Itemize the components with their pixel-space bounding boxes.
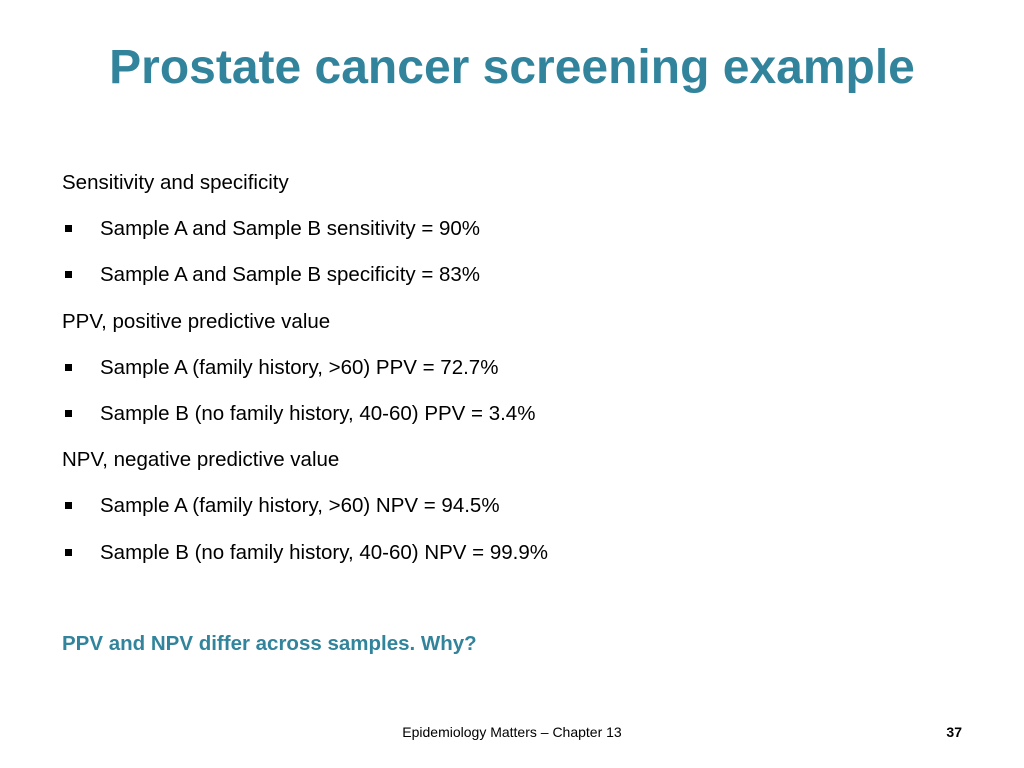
bullet-text: Sample A (family history, >60) NPV = 94.5% bbox=[100, 494, 500, 518]
section-heading-ppv: PPV, positive predictive value bbox=[62, 309, 331, 333]
bullet-text: Sample A and Sample B specificity = 83% bbox=[100, 263, 481, 287]
discussion-question: PPV and NPV differ across samples. Why? bbox=[62, 632, 477, 655]
section-heading-npv: NPV, negative predictive value bbox=[62, 448, 340, 472]
section-heading-sensitivity-specificity: Sensitivity and specificity bbox=[62, 171, 289, 194]
bullet-item bbox=[62, 538, 982, 568]
slide-content bbox=[62, 168, 982, 584]
square-bullet-icon bbox=[65, 502, 72, 509]
bullet-text: Sample A (family history, >60) PPV = 72.7% bbox=[100, 355, 499, 379]
page-number: 37 bbox=[946, 724, 962, 740]
square-bullet-icon bbox=[65, 271, 72, 278]
bullet-item bbox=[62, 491, 982, 521]
bullet-item bbox=[62, 353, 982, 383]
bullet-item bbox=[62, 399, 982, 429]
slide-footer: Epidemiology Matters – Chapter 13 bbox=[402, 724, 622, 740]
square-bullet-icon bbox=[65, 549, 72, 556]
square-bullet-icon bbox=[65, 410, 72, 417]
slide-title: Prostate cancer screening example bbox=[109, 41, 915, 94]
square-bullet-icon bbox=[65, 225, 72, 232]
bullet-text: Sample A and Sample B sensitivity = 90% bbox=[100, 217, 481, 241]
bullet-item bbox=[62, 260, 982, 290]
bullet-text: Sample B (no family history, 40-60) NPV = 99.9% bbox=[100, 540, 548, 564]
bullet-text: Sample B (no family history, 40-60) PPV = 3.4% bbox=[100, 401, 536, 425]
square-bullet-icon bbox=[65, 364, 72, 371]
bullet-item bbox=[62, 214, 982, 244]
